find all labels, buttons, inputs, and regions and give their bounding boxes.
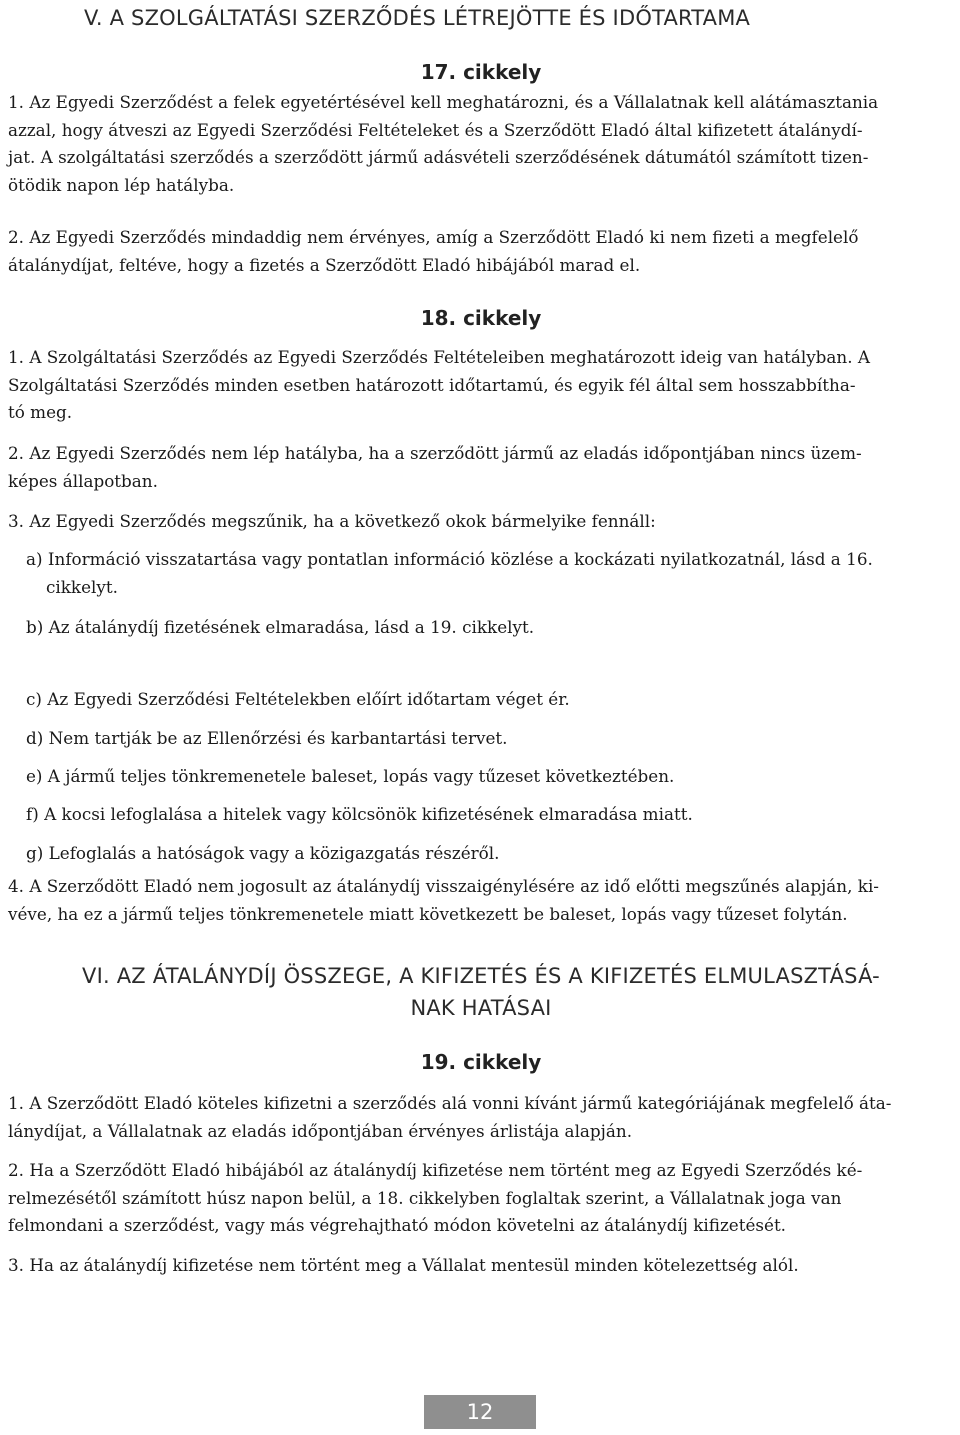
article-18-title: 18. cikkely (420, 306, 542, 330)
article-17-title: 17. cikkely (420, 60, 542, 84)
article-19-paragraph-3 (8, 1252, 799, 1280)
text-line: 3. Ha az átalánydíj kifizetése nem történt meg a Vállalat mentesül minden kötelezettség alól. (8, 1255, 799, 1275)
article-18-paragraph-1 (8, 344, 870, 427)
article-19-paragraph-2 (8, 1157, 862, 1240)
page-number: 12 (424, 1395, 536, 1429)
text-line: 2. Az Egyedi Szerződés mindaddig nem érvényes, amíg a Szerződött Eladó ki nem fizeti a megfelelő (8, 227, 859, 247)
list-item-a (8, 546, 873, 601)
article-19-paragraph-1 (8, 1090, 891, 1145)
article-18-paragraph-3 (8, 508, 656, 536)
text-line: képes állapotban. (8, 470, 158, 491)
text-line: átalánydíjat, feltéve, hogy a fizetés a Szerződött Eladó hibájából marad el. (8, 254, 641, 275)
list-item-c: c) Az Egyedi Szerződési Feltételekben előírt időtartam véget ér. (26, 689, 570, 709)
article-17-paragraph-1 (8, 89, 878, 199)
list-item-d: d) Nem tartják be az Ellenőrzési és karbantartási tervet. (26, 728, 508, 748)
list-item-f: f) A kocsi lefoglalása a hitelek vagy kölcsönök kifizetésének elmaradása miatt. (26, 804, 693, 824)
section-vi-title-line-2: NAK HATÁSAI (410, 996, 552, 1020)
article-18-paragraph-2 (8, 440, 862, 495)
article-19-title: 19. cikkely (420, 1050, 542, 1074)
text-line: tó meg. (8, 402, 73, 422)
list-item-e: e) A jármű teljes tönkremenetele baleset, lopás vagy tűzeset következtében. (26, 766, 675, 786)
text-line: véve, ha ez a jármű teljes tönkremenetele miatt következett be baleset, lopás vagy tűzeset folytán. (8, 903, 848, 924)
text-line: Szolgáltatási Szerződés minden esetben határozott időtartamú, és egyik fél által sem hosszabbítha- (8, 374, 856, 395)
text-line: a) Információ visszatartása vagy pontatlan információ közlése a kockázati nyilatkozatnál, lásd a 16. (26, 549, 873, 569)
text-line: 2. Ha a Szerződött Eladó hibájából az átalánydíj kifizetése nem történt meg az Egyedi Szerződés ké- (8, 1160, 863, 1180)
text-line: cikkelyt. (46, 576, 118, 597)
text-line: ötödik napon lép hatályba. (8, 174, 235, 195)
article-18-paragraph-4 (8, 873, 879, 928)
text-line: 4. A Szerződött Eladó nem jogosult az átalánydíj visszaigénylésére az idő előtti megszűnés alapján, ki- (8, 876, 879, 896)
list-item-b: b) Az átalánydíj fizetésének elmaradása, lásd a 19. cikkelyt. (26, 617, 535, 637)
article-17-paragraph-2 (8, 224, 858, 279)
section-v-title: V. A SZOLGÁLTATÁSI SZERZŐDÉS LÉTREJÖTTE ÉS IDŐTARTAMA (84, 6, 751, 30)
text-line: 1. A Szerződött Eladó köteles kifizetni a szerződés alá vonni kívánt jármű kategóriájának megfelelő áta- (8, 1093, 892, 1113)
text-line: azzal, hogy átveszi az Egyedi Szerződési Feltételeket és a Szerződött Eladó által kifizetett átalánydí- (8, 119, 863, 140)
text-line: 3. Az Egyedi Szerződés megszűnik, ha a következő okok bármelyike fennáll: (8, 511, 656, 531)
text-line: 2. Az Egyedi Szerződés nem lép hatályba, ha a szerződött jármű az eladás időpontjában nincs üzem- (8, 443, 862, 463)
section-vi-title (8, 960, 954, 1024)
list-item-g: g) Lefoglalás a hatóságok vagy a közigazgatás részéről. (26, 843, 500, 863)
text-line: relmezésétől számított húsz napon belül, a 18. cikkelyben foglaltak szerint, a Vállalatnak joga van (8, 1187, 842, 1208)
text-line: jat. A szolgáltatási szerződés a szerződött jármű adásvételi szerződésének dátumától számított tizen- (8, 147, 869, 167)
text-line: 1. A Szolgáltatási Szerződés az Egyedi Szerződés Feltételeiben meghatározott ideig van hatályban. A (8, 347, 871, 367)
section-vi-title-line-1: VI. AZ ÁTALÁNYDÍJ ÖSSZEGE, A KIFIZETÉS ÉS A KIFIZETÉS ELMULASZTÁSÁ- (82, 964, 880, 988)
text-line: 1. Az Egyedi Szerződést a felek egyetértésével kell meghatározni, és a Vállalatnak kell alátámasztania (8, 92, 879, 112)
text-line: lánydíjat, a Vállalatnak az eladás időpontjában érvényes árlistája alapján. (8, 1120, 633, 1141)
text-line: felmondani a szerződést, vagy más végrehajtható módon követelni az átalánydíj kifizetését. (8, 1215, 787, 1235)
